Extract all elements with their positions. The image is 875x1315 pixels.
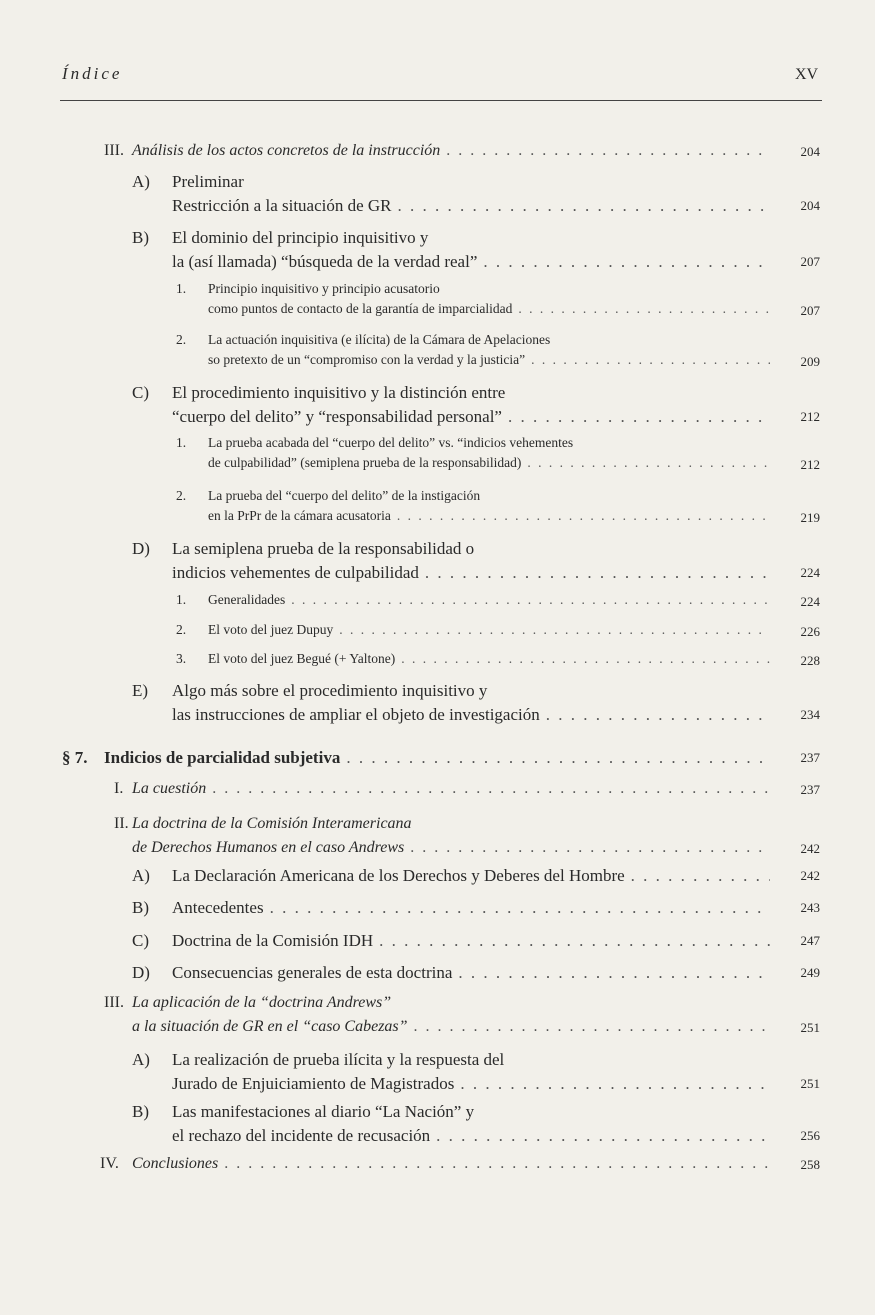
- toc-entry-text-line: [172, 705, 776, 725]
- toc-entry-label: C): [132, 383, 149, 402]
- toc-entry-label: II.: [114, 815, 129, 832]
- leader-dots: [425, 563, 770, 583]
- leader-dots: [508, 407, 770, 427]
- toc-entry-text-line: [208, 301, 776, 317]
- toc-page-number: 237: [800, 750, 820, 765]
- toc-entry-label: A): [132, 1050, 150, 1069]
- leader-dots: [546, 705, 770, 725]
- toc-entry-text-line: [132, 1155, 776, 1173]
- toc-entry-text-line: [172, 1074, 776, 1094]
- toc-entry-text: [172, 539, 474, 559]
- toc-page-number: 251: [800, 1076, 820, 1091]
- toc-page-number: 247: [800, 933, 820, 948]
- toc-entry-text: so pretexto de un “compromiso con la verdad y la justicia”: [208, 352, 526, 367]
- toc-entry-text: [172, 228, 428, 248]
- toc-entry-text-line: [208, 455, 776, 471]
- toc-page-number: 212: [800, 409, 820, 424]
- toc-entry-text: indicios vehementes de culpabilidad: [172, 563, 419, 582]
- toc-entry-text: [208, 332, 550, 348]
- leader-dots: [397, 508, 770, 524]
- toc-page-number: 212: [800, 457, 820, 472]
- toc-entry-text: La realización de prueba ilícita y la respuesta del: [172, 1050, 505, 1069]
- toc-entry-label: C): [132, 931, 149, 950]
- toc-entry-text-line: [172, 898, 776, 918]
- toc-entry-label: A): [132, 866, 150, 885]
- leader-dots: [483, 252, 770, 272]
- toc-page-number: 256: [800, 1128, 820, 1143]
- toc-entry-text: [172, 1050, 504, 1070]
- toc-entry-label: III.: [104, 142, 124, 159]
- leader-dots: [436, 1126, 770, 1146]
- toc-page-number: 258: [800, 1157, 820, 1172]
- toc-entry-text-line: [208, 622, 776, 638]
- toc-page-number: 228: [800, 653, 820, 668]
- leader-dots: [291, 592, 770, 608]
- toc-entry-label: 2.: [176, 622, 187, 637]
- toc-entry-text: el rechazo del incidente de recusación: [172, 1126, 431, 1145]
- leader-dots: [410, 839, 770, 857]
- toc-entry-label: B): [132, 1102, 149, 1121]
- toc-entry-text: a la situación de GR en el “caso Cabezas”: [132, 1018, 408, 1035]
- toc-entry-text: Consecuencias generales de esta doctrina: [172, 963, 453, 982]
- toc-entry-text: Análisis de los actos concretos de la instrucción: [132, 142, 441, 159]
- leader-dots: [518, 301, 770, 317]
- toc-entry-text: [172, 681, 487, 701]
- toc-entry-text-line: [208, 592, 776, 608]
- toc-entry-label: 2.: [176, 332, 187, 347]
- toc-entry-text-line: [208, 651, 776, 667]
- toc-entry-label: D): [132, 963, 150, 982]
- toc-page-number: 234: [800, 707, 820, 722]
- toc-entry-text: El voto del juez Begué (+ Yaltone): [208, 651, 396, 666]
- toc-entry-text-line: [172, 1126, 776, 1146]
- leader-dots: [401, 651, 770, 667]
- toc-entry-text: El dominio del principio inquisitivo y: [172, 228, 429, 247]
- leader-dots: [446, 142, 770, 160]
- toc-entry-text: La aplicación de la “doctrina Andrews”: [132, 994, 392, 1011]
- toc-entry-text-line: [132, 839, 776, 857]
- toc-entry-text-line: [172, 252, 776, 272]
- leader-dots: [224, 1155, 770, 1173]
- toc-entry-text-line: [132, 1018, 776, 1036]
- toc-entry-text: La cuestión: [132, 780, 207, 797]
- toc-entry-text: “cuerpo del delito” y “responsabilidad personal”: [172, 407, 502, 426]
- leader-dots: [346, 748, 770, 768]
- toc-entry-text: Preliminar: [172, 172, 244, 191]
- toc-entry-label: B): [132, 898, 149, 917]
- toc-page-number: 209: [800, 354, 820, 369]
- toc-entry-label: B): [132, 228, 149, 247]
- toc-page-number: 251: [800, 1020, 820, 1035]
- toc-page-number: 207: [800, 254, 820, 269]
- toc-entry-text: [132, 815, 412, 833]
- toc-entry-text: La Declaración Americana de los Derechos y Deberes del Hombre: [172, 866, 625, 885]
- toc-entry-text: Restricción a la situación de GR: [172, 196, 392, 215]
- leader-dots: [631, 866, 770, 886]
- toc-entry-text: La semiplena prueba de la responsabilidad o: [172, 539, 475, 558]
- toc-page-number: 242: [800, 868, 820, 883]
- toc-entry-text: de Derechos Humanos en el caso Andrews: [132, 839, 405, 856]
- toc-entry-text-line: [132, 780, 776, 798]
- leader-dots: [398, 196, 770, 216]
- toc-page-number: 237: [800, 782, 820, 797]
- toc-entry-text-line: [208, 508, 776, 524]
- toc-page-number: 224: [800, 594, 820, 609]
- toc-entry-text: en la PrPr de la cámara acusatoria: [208, 508, 391, 523]
- toc-entry-text: [208, 281, 440, 297]
- toc-entry-text: El voto del juez Dupuy: [208, 622, 334, 637]
- toc-entry-label: § 7.: [62, 748, 88, 767]
- toc-entry-text: la (así llamada) “búsqueda de la verdad real”: [172, 252, 478, 271]
- toc-page-number: 204: [800, 144, 820, 159]
- running-header-title: Índice: [62, 64, 123, 83]
- toc-entry-label: E): [132, 681, 149, 700]
- toc-entry-text: de culpabilidad” (semiplena prueba de la responsabilidad): [208, 455, 522, 470]
- leader-dots: [339, 622, 770, 638]
- toc-entry-label: 1.: [176, 592, 187, 607]
- toc-entry-text: La doctrina de la Comisión Interamericana: [132, 815, 412, 832]
- leader-dots: [414, 1018, 770, 1036]
- toc-entry-text: Doctrina de la Comisión IDH: [172, 931, 374, 950]
- toc-entry-text: las instrucciones de ampliar el objeto de investigación: [172, 705, 540, 724]
- toc-entry-label: A): [132, 172, 150, 191]
- toc-entry-text: [172, 383, 505, 403]
- toc-entry-text: Conclusiones: [132, 1155, 219, 1172]
- toc-page-number: 226: [800, 624, 820, 639]
- toc-page-number: 224: [800, 565, 820, 580]
- leader-dots: [212, 780, 770, 798]
- toc-entry-text: La prueba del “cuerpo del delito” de la instigación: [208, 488, 481, 503]
- toc-entry-label: I.: [114, 780, 124, 797]
- leader-dots: [379, 931, 770, 951]
- toc-entry-label: D): [132, 539, 150, 558]
- toc-entry-text: [132, 994, 391, 1012]
- toc-entry-label: IV.: [100, 1155, 119, 1172]
- toc-entry-text: Jurado de Enjuiciamiento de Magistrados: [172, 1074, 455, 1093]
- toc-page-number: 243: [800, 900, 820, 915]
- toc-entry-label: 1.: [176, 281, 187, 296]
- toc-entry-text: Algo más sobre el procedimiento inquisitivo y: [172, 681, 488, 700]
- toc-entry-text-line: [172, 196, 776, 216]
- toc-entry-text: [208, 435, 573, 451]
- page-number: XV: [795, 66, 819, 83]
- toc-entry-text-line: [172, 563, 776, 583]
- leader-dots: [270, 898, 770, 918]
- toc-entry-label: 1.: [176, 435, 187, 450]
- toc-page-number: 242: [800, 841, 820, 856]
- toc-entry-text: El procedimiento inquisitivo y la distinción entre: [172, 383, 506, 402]
- toc-entry-text-line: [172, 866, 776, 886]
- toc-entry-text: Indicios de parcialidad subjetiva: [104, 748, 341, 767]
- toc-entry-text: [208, 488, 480, 504]
- toc-entry-text: Las manifestaciones al diario “La Nación” y: [172, 1102, 475, 1121]
- toc-page-number: 219: [800, 510, 820, 525]
- toc-entry-text: como puntos de contacto de la garantía de imparcialidad: [208, 301, 513, 316]
- toc-entry-text-line: [172, 963, 776, 983]
- toc-entry-text: [172, 1102, 474, 1122]
- toc-entry-text: La prueba acabada del “cuerpo del delito” vs. “indicios vehementes: [208, 435, 574, 450]
- leader-dots: [531, 352, 770, 368]
- toc-entry-label: 2.: [176, 488, 187, 503]
- toc-entry-label: 3.: [176, 651, 187, 666]
- toc-entry-text-line: [132, 142, 776, 160]
- leader-dots: [460, 1074, 770, 1094]
- toc-page-number: 204: [800, 198, 820, 213]
- toc-entry-text-line: [104, 748, 776, 768]
- toc-entry-text: La actuación inquisitiva (e ilícita) de la Cámara de Apelaciones: [208, 332, 551, 347]
- toc-page-number: 207: [800, 303, 820, 318]
- toc-entry-text: Generalidades: [208, 592, 286, 607]
- leader-dots: [527, 455, 770, 471]
- toc-entry-text: Principio inquisitivo y principio acusatorio: [208, 281, 440, 296]
- toc-entry-label: III.: [104, 994, 124, 1011]
- toc-entry-text-line: [172, 407, 776, 427]
- toc-page-number: 249: [800, 965, 820, 980]
- leader-dots: [458, 963, 770, 983]
- toc-entry-text-line: [208, 352, 776, 368]
- toc-entry-text: Antecedentes: [172, 898, 264, 917]
- toc-entry-text-line: [172, 931, 776, 951]
- toc-entry-text: [172, 172, 244, 192]
